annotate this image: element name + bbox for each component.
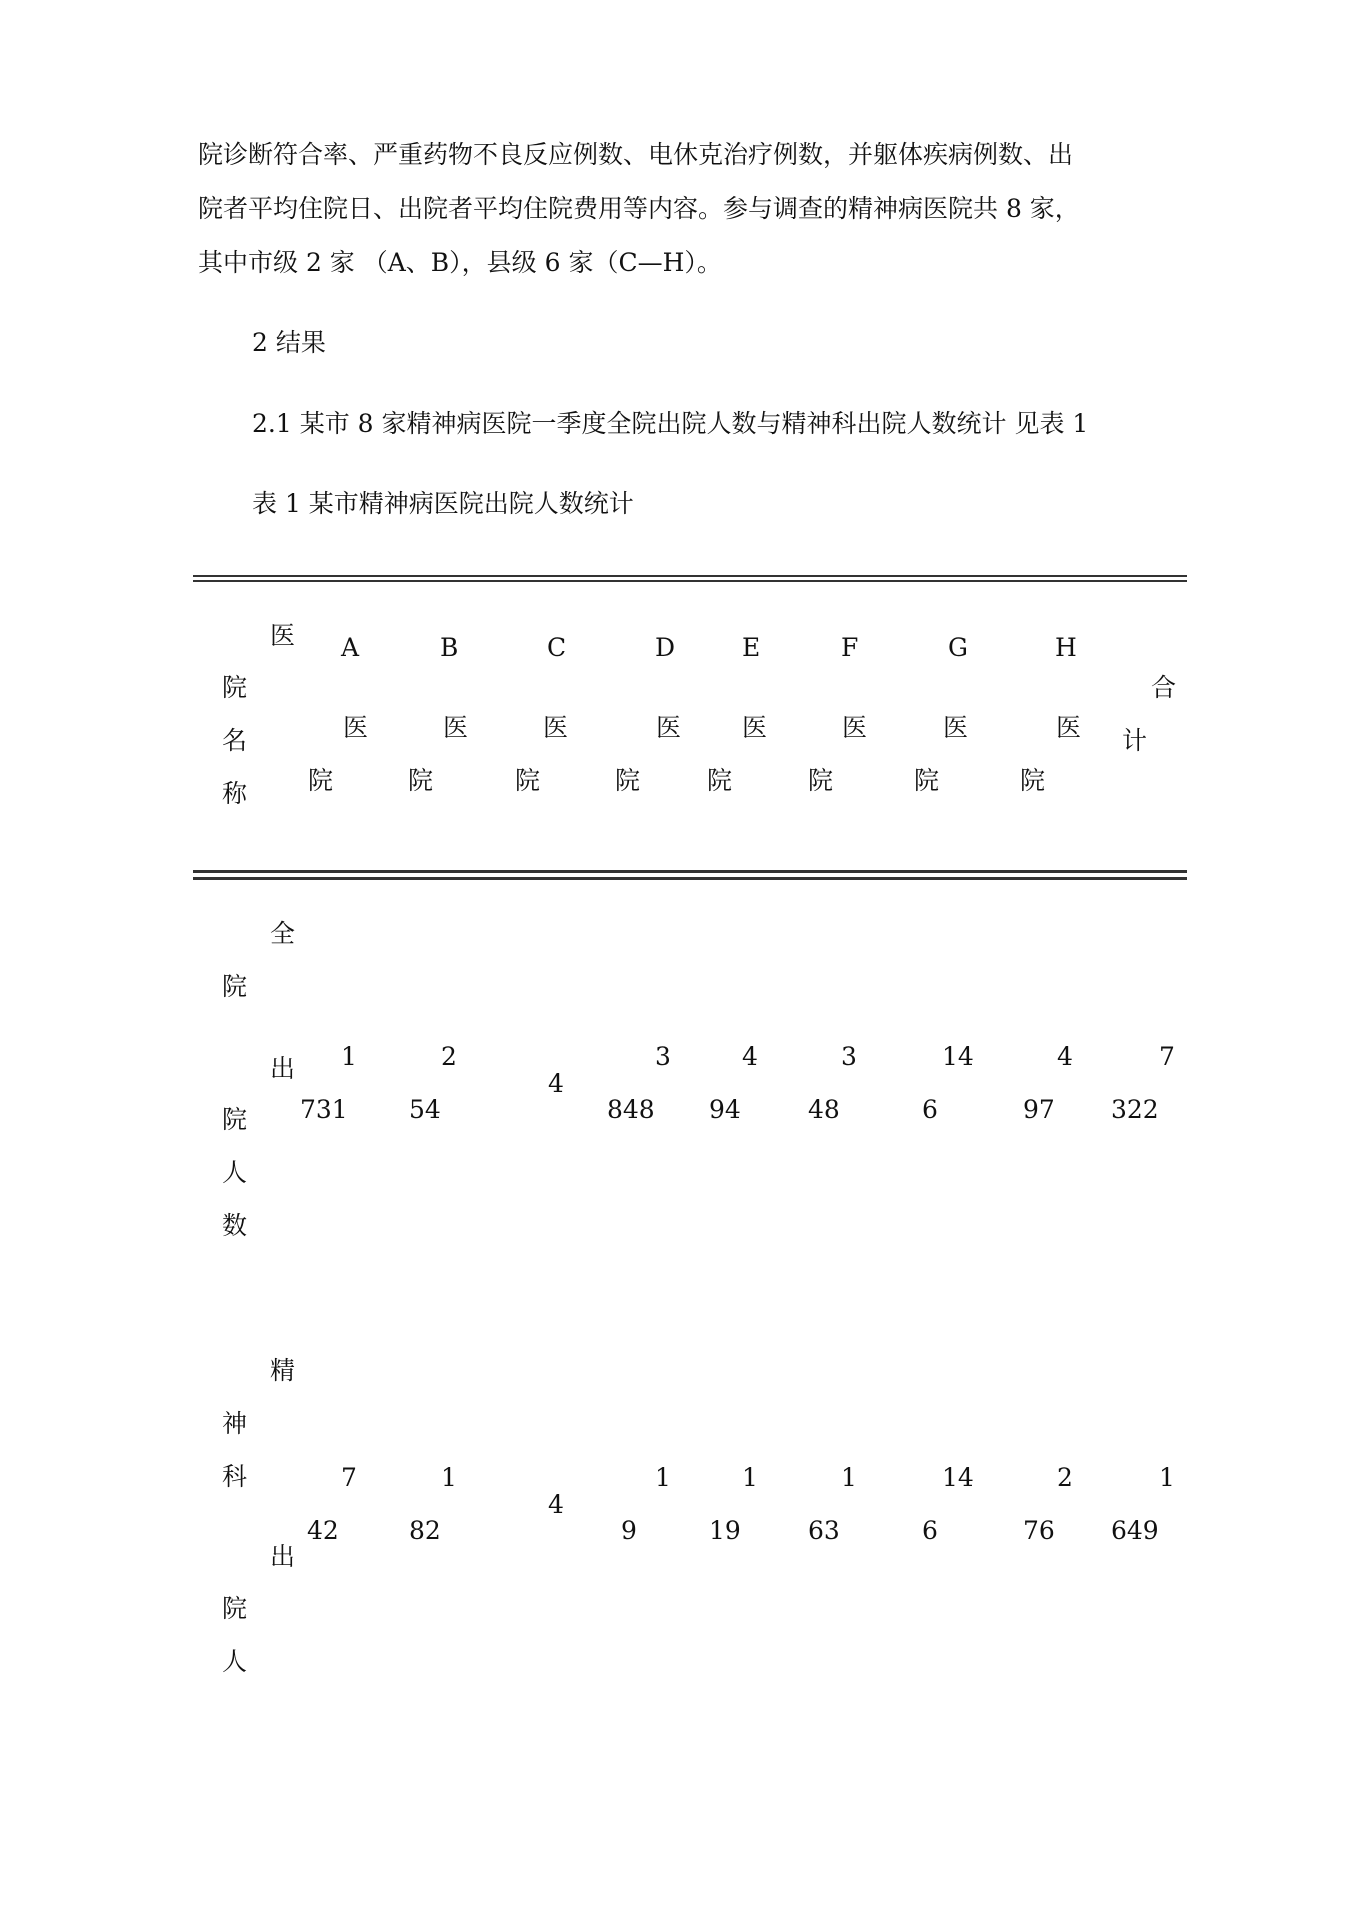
cell-f-bottom: 63 — [808, 1516, 840, 1545]
header-bottom-rule — [193, 870, 1187, 880]
cell-b-top: 1 — [441, 1463, 457, 1492]
cell-d-top: 3 — [655, 1042, 671, 1071]
hospital-char-1: 医 — [742, 713, 768, 742]
row-label-char: 精 — [270, 1356, 296, 1385]
cell-c-mid: 4 — [548, 1490, 564, 1519]
hospital-letter: F — [841, 633, 859, 662]
cell-g-bottom: 6 — [922, 1516, 938, 1545]
intro-line-2: 院者平均住院日、出院者平均住院费用等内容。参与调查的精神病医院共 8 家， — [198, 194, 1080, 223]
intro-paragraph — [198, 128, 1188, 290]
header-label-char: 院 — [222, 673, 248, 702]
section-title: 2 结果 — [252, 328, 326, 357]
cell-e-top: 1 — [742, 1463, 758, 1492]
hospital-char-2: 院 — [615, 766, 641, 795]
cell-h-bottom: 97 — [1023, 1095, 1055, 1124]
cell-d-bottom: 848 — [607, 1095, 655, 1124]
cell-f-top: 1 — [841, 1463, 857, 1492]
cell-a-top: 1 — [341, 1042, 357, 1071]
hospital-letter: H — [1055, 633, 1077, 662]
hospital-char-2: 院 — [515, 766, 541, 795]
hospital-letter: G — [948, 633, 968, 662]
hospital-char-1: 医 — [343, 713, 369, 742]
header-label-char: 医 — [270, 621, 296, 650]
cell-a-top: 7 — [341, 1463, 357, 1492]
table-caption: 表 1 某市精神病医院出院人数统计 — [252, 489, 634, 518]
cell-h-top: 4 — [1057, 1042, 1073, 1071]
row-label-char: 出 — [270, 1054, 296, 1083]
row-label-char: 神 — [222, 1409, 248, 1438]
cell-c-mid: 4 — [548, 1069, 564, 1098]
hospital-char-2: 院 — [914, 766, 940, 795]
hospital-char-1: 医 — [443, 713, 469, 742]
cell-total-top: 7 — [1159, 1042, 1175, 1071]
cell-e-top: 4 — [742, 1042, 758, 1071]
cell-e-bottom: 94 — [709, 1095, 741, 1124]
hospital-char-1: 医 — [656, 713, 682, 742]
total-char-1: 合 — [1151, 673, 1177, 702]
hospital-letter: C — [547, 633, 567, 662]
cell-a-bottom: 42 — [307, 1516, 339, 1545]
row-label-char: 全 — [270, 919, 296, 948]
hospital-char-2: 院 — [408, 766, 434, 795]
total-char-2: 计 — [1122, 726, 1148, 755]
cell-total-bottom: 322 — [1111, 1095, 1159, 1124]
hospital-char-2: 院 — [707, 766, 733, 795]
cell-d-top: 1 — [655, 1463, 671, 1492]
subsection-title: 2.1 某市 8 家精神病医院一季度全院出院人数与精神科出院人数统计 见表 1 — [252, 409, 1089, 438]
row-label-char: 院 — [222, 972, 248, 1001]
cell-total-top: 1 — [1159, 1463, 1175, 1492]
hospital-char-2: 院 — [1020, 766, 1046, 795]
hospital-char-2: 院 — [308, 766, 334, 795]
row-label-char: 数 — [222, 1211, 248, 1240]
hospital-char-1: 医 — [1056, 713, 1082, 742]
cell-b-bottom: 82 — [409, 1516, 441, 1545]
hospital-letter: E — [742, 633, 761, 662]
cell-a-bottom: 731 — [300, 1095, 348, 1124]
hospital-letter: B — [440, 633, 459, 662]
intro-line-3: 其中市级 2 家 （A、B），县级 6 家（C—H）。 — [198, 248, 722, 277]
cell-g-top: 14 — [942, 1463, 974, 1492]
hospital-letter: A — [341, 633, 360, 662]
intro-line-1: 院诊断符合率、严重药物不良反应例数、电休克治疗例数，并躯体疾病例数、出 — [198, 140, 1074, 169]
row-label-char: 出 — [270, 1542, 296, 1571]
hospital-char-1: 医 — [842, 713, 868, 742]
cell-h-bottom: 76 — [1023, 1516, 1055, 1545]
table-top-rule — [193, 575, 1187, 582]
cell-e-bottom: 19 — [709, 1516, 741, 1545]
hospital-letter: D — [655, 633, 676, 662]
cell-b-bottom: 54 — [409, 1095, 441, 1124]
cell-d-bottom: 9 — [621, 1516, 637, 1545]
row-label-char: 院 — [222, 1594, 248, 1623]
cell-g-bottom: 6 — [922, 1095, 938, 1124]
row-label-char: 人 — [222, 1158, 248, 1187]
hospital-char-2: 院 — [808, 766, 834, 795]
cell-total-bottom: 649 — [1111, 1516, 1159, 1545]
row-label-char: 院 — [222, 1105, 248, 1134]
cell-b-top: 2 — [441, 1042, 457, 1071]
hospital-char-1: 医 — [543, 713, 569, 742]
header-label-char: 称 — [222, 779, 248, 808]
row-label-char: 人 — [222, 1647, 248, 1676]
cell-f-top: 3 — [841, 1042, 857, 1071]
cell-h-top: 2 — [1057, 1463, 1073, 1492]
header-label-char: 名 — [222, 726, 248, 755]
hospital-char-1: 医 — [943, 713, 969, 742]
cell-g-top: 14 — [942, 1042, 974, 1071]
cell-f-bottom: 48 — [808, 1095, 840, 1124]
row-label-char: 科 — [222, 1462, 248, 1491]
